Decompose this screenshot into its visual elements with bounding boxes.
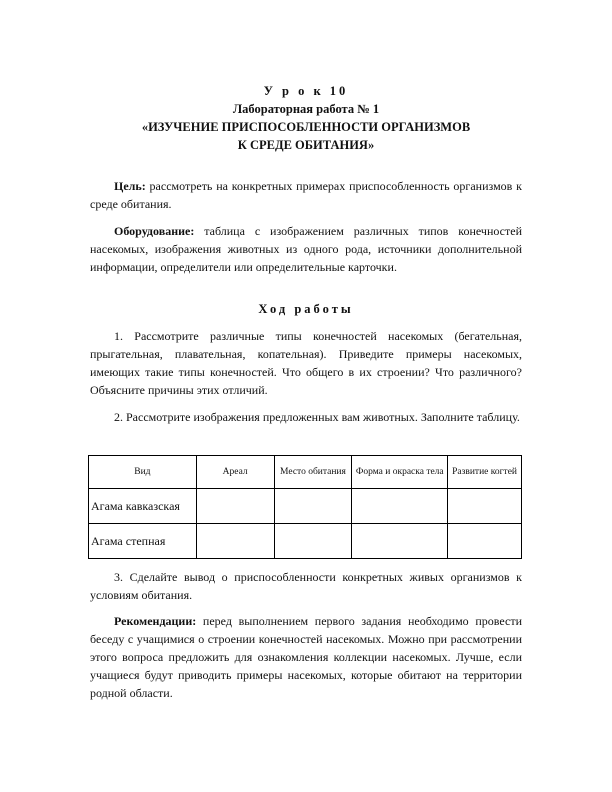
goal-text: рассмотреть на конкретных примерах приспособленность организмов к среде обитания. bbox=[90, 179, 522, 211]
table-header-cell: Ареал bbox=[196, 456, 274, 489]
table-header-row bbox=[89, 456, 522, 489]
step-1: 1. Рассмотрите различные типы конечностей насекомых (бегательная, прыгательная, плавательная, копательная). Приведите примеры насекомых, имеющих такие типы конечностей. Что общего в их строении? Что различного? Объясните причины этих отличий. bbox=[90, 329, 522, 397]
goal-paragraph bbox=[90, 177, 522, 213]
empty-cell bbox=[196, 524, 274, 559]
equipment-text: таблица с изображением различных типов конечностей насекомых, изображения животных из одного рода, источники дополнительной информации, определители или определительные карточки. bbox=[90, 224, 522, 274]
equipment-paragraph bbox=[90, 222, 522, 276]
table-row bbox=[89, 524, 522, 559]
species-cell: Агама кавказская bbox=[89, 489, 197, 524]
table-header-cell: Место обитания bbox=[274, 456, 352, 489]
empty-cell bbox=[448, 489, 522, 524]
work-title-line2: К СРЕДЕ ОБИТАНИЯ» bbox=[237, 138, 375, 152]
empty-cell bbox=[352, 524, 448, 559]
goal-label: Цель: bbox=[114, 179, 146, 193]
table-row bbox=[89, 489, 522, 524]
step-2: 2. Рассмотрите изображения предложенных вам животных. Заполните таблицу. bbox=[114, 410, 520, 424]
empty-cell bbox=[196, 489, 274, 524]
recommendations-text: перед выполнением первого задания необходимо провести беседу с учащимися о строении конечностей насекомых. Можно при рассмотрении этого вопроса предложить для ознакомления коллекции насекомых. Лучше, если учащиеся будут приводить примеры насекомых, которые обитают на территории родной области. bbox=[90, 614, 522, 700]
recommendations-label: Рекомендации: bbox=[114, 614, 197, 628]
empty-cell bbox=[274, 524, 352, 559]
species-cell: Агама степная bbox=[89, 524, 197, 559]
lab-title: Лабораторная работа № 1 bbox=[232, 102, 380, 116]
work-title-line1: «ИЗУЧЕНИЕ ПРИСПОСОБЛЕННОСТИ ОРГАНИЗМОВ bbox=[141, 120, 471, 134]
empty-cell bbox=[274, 489, 352, 524]
recommendations-paragraph bbox=[90, 612, 522, 702]
lesson-number: У р о к 10 bbox=[263, 84, 349, 98]
table-header-cell: Форма и окраска тела bbox=[352, 456, 448, 489]
empty-cell bbox=[448, 524, 522, 559]
observation-table bbox=[88, 455, 522, 559]
lesson-heading bbox=[90, 82, 522, 154]
equipment-label: Оборудование: bbox=[114, 224, 195, 238]
step-3: 3. Сделайте вывод о приспособленности конкретных живых организмов к условиям обитания. bbox=[90, 570, 522, 602]
table-header-cell: Развитие когтей bbox=[448, 456, 522, 489]
table-header-cell: Вид bbox=[89, 456, 197, 489]
empty-cell bbox=[352, 489, 448, 524]
procedure-heading: Ход работы bbox=[258, 302, 354, 316]
